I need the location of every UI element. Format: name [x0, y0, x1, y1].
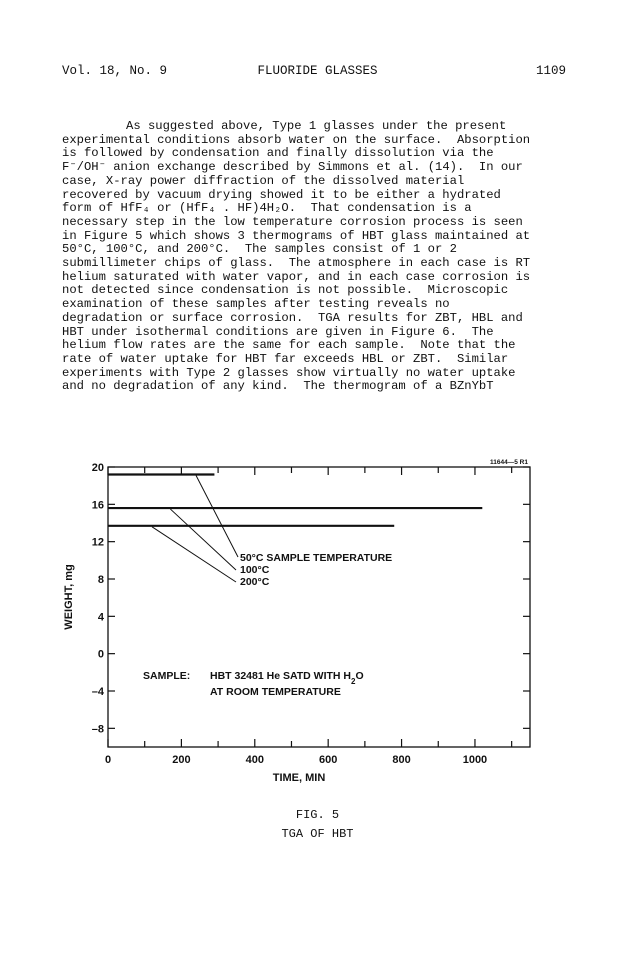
x-tick-label: 1000: [462, 754, 488, 766]
annotation-leader: [152, 527, 236, 582]
body-line: form of HfF₄ or (HfF₄ . HF)4H₂O. That condensation is a: [62, 201, 472, 216]
body-line: in Figure 5 which shows 3 thermograms of HBT glass maintained at: [62, 228, 531, 243]
body-line: case, X-ray power diffraction of the dissolved material: [62, 173, 465, 188]
header-volume: Vol. 18, No. 9: [62, 64, 168, 78]
sample-line-1: [210, 670, 364, 686]
body-line: experiments with Type 2 glasses show virtually no water uptake: [62, 365, 516, 380]
sample-line-2: AT ROOM TEMPERATURE: [210, 686, 341, 698]
tga-chart: [50, 455, 550, 795]
figure-title: TGA OF HBT: [281, 827, 354, 841]
chart-marks: [108, 474, 482, 582]
header-title: FLUORIDE GLASSES: [257, 64, 378, 78]
sample-prefix: SAMPLE:: [143, 670, 191, 682]
x-tick-label: 200: [172, 754, 191, 766]
body-line: As suggested above, Type 1 glasses under the present: [126, 119, 507, 133]
body-line: helium saturated with water vapor, and in each case corrosion is: [62, 269, 531, 284]
y-tick-label: –4: [91, 686, 104, 698]
body-line: experimental conditions absorb water on the surface. Absorption: [62, 132, 531, 147]
body-paragraph: [62, 120, 582, 394]
annotation-50c: 50°C SAMPLE TEMPERATURE: [240, 552, 393, 564]
y-tick-label: 12: [91, 536, 104, 549]
x-tick-label: 800: [392, 754, 411, 766]
x-tick-label: 600: [318, 754, 338, 766]
y-tick-label: 16: [91, 499, 104, 512]
body-line: not detected since condensation is not possible. Microscopic: [62, 283, 509, 298]
body-line: and no degradation of any kind. The thermogram of a BZnYbT: [62, 379, 494, 394]
sample-line-1-text: HBT 32481 He SATD WITH H: [210, 670, 351, 682]
body-line: submillimeter chips of glass. The atmosphere in each case is RT: [62, 256, 531, 271]
x-tick-label: 0: [104, 754, 112, 766]
body-line: rate of water uptake for HBT far exceeds HBL or ZBT. Similar: [62, 351, 509, 366]
body-line: necessary step in the low temperature corrosion process is seen: [62, 214, 523, 229]
y-tick-label: 4: [97, 611, 104, 624]
annotation-200c: 200°C: [240, 576, 270, 588]
header-page-number: 1109: [536, 64, 567, 78]
figure-code-label: 11644—5 R1: [490, 459, 528, 466]
body-line: 50°C, 100°C, and 200°C. The samples consist of 1 or 2: [62, 242, 457, 257]
body-line: helium flow rates are the same for each sample. Note that the: [62, 338, 516, 353]
y-tick-label: 0: [97, 648, 104, 661]
sample-line-1-end: O: [355, 670, 364, 682]
y-tick-label: –8: [91, 723, 104, 736]
annotation-100c: 100°C: [240, 564, 270, 576]
x-axis-label: TIME, MIN: [272, 772, 326, 784]
body-line: HBT under isothermal conditions are given in Figure 6. The: [62, 324, 494, 339]
y-axis-label: WEIGHT, mg: [63, 564, 75, 630]
figure-caption: FIG. 5: [295, 808, 340, 822]
body-line: examination of these samples after testing reveals no: [62, 297, 450, 312]
sample-subscript: 2: [351, 677, 356, 686]
x-tick-label: 400: [245, 754, 264, 766]
y-tick-label: 20: [91, 462, 104, 474]
body-line: recovered by vacuum drying showed it to be either a hydrated: [62, 187, 501, 202]
y-tick-label: 8: [97, 574, 104, 586]
body-line: F⁻/OH⁻ anion exchange described by Simmons et al. (14). In our: [62, 160, 523, 175]
body-line: degradation or surface corrosion. TGA results for ZBT, HBL and: [62, 310, 523, 325]
annotation-leader: [196, 475, 238, 557]
body-line: is followed by condensation and finally dissolution via the: [62, 146, 494, 161]
